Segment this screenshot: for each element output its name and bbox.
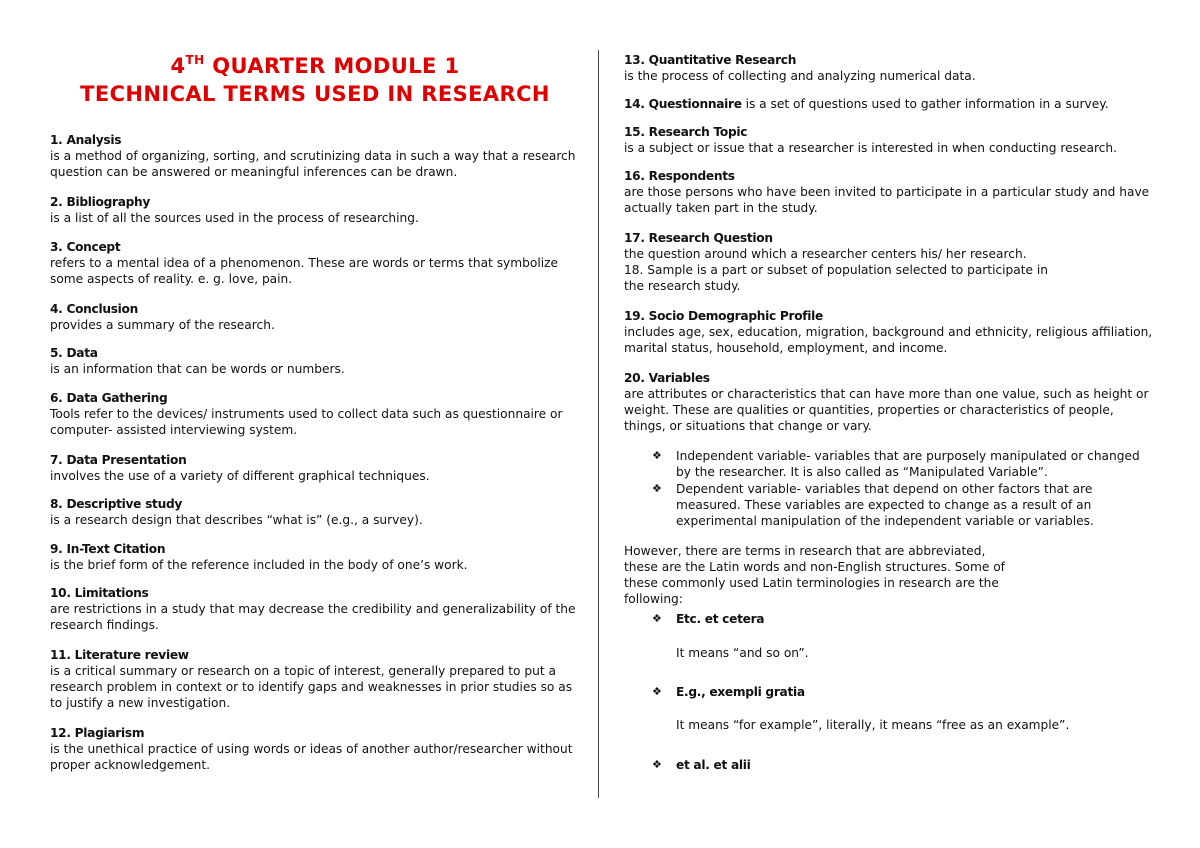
term-variables bbox=[624, 370, 1154, 434]
term-definition: refers to a mental idea of a phenomenon. These are words or terms that symbolize some aspects of reality. e. g. love, pain. bbox=[50, 256, 558, 286]
term-definition: is a method of organizing, sorting, and scrutinizing data in such a way that a research question can be answered or meaningful inferences can be drawn. bbox=[50, 149, 576, 179]
latin-term-title: et al. et alii bbox=[676, 758, 751, 772]
term-title: 5. Data bbox=[50, 346, 98, 360]
term-definition: is the unethical practice of using words or ideas of another author/researcher without proper acknowledgement. bbox=[50, 742, 573, 772]
term-title: 19. Socio Demographic Profile bbox=[624, 309, 823, 323]
term-plagiarism bbox=[50, 725, 580, 773]
latin-term-et-al bbox=[652, 757, 1166, 773]
term-sample-definition: 18. Sample is a part or subset of population selected to participate in the research study. bbox=[624, 263, 1049, 293]
term-definition: involves the use of a variety of different graphical techniques. bbox=[50, 469, 430, 483]
term-limitations bbox=[50, 585, 580, 633]
term-definition: the question around which a researcher centers his/ her research. bbox=[624, 247, 1027, 261]
term-definition: is a subject or issue that a researcher is interested in when conducting research. bbox=[624, 141, 1117, 155]
latin-intro: However, there are terms in research that are abbreviated, these are the Latin words and non-English structures. Some of these commonly used Latin terminologies in research are the following: bbox=[624, 544, 1005, 606]
term-bibliography bbox=[50, 194, 580, 226]
term-definition: is a research design that describes “what is” (e.g., a survey). bbox=[50, 513, 423, 527]
term-concept bbox=[50, 239, 580, 287]
term-definition: are those persons who have been invited to participate in a particular study and have actually taken part in the study. bbox=[624, 185, 1150, 215]
term-data-presentation bbox=[50, 452, 580, 484]
column-divider bbox=[598, 50, 599, 798]
term-title: 4. Conclusion bbox=[50, 302, 139, 316]
term-title: 10. Limitations bbox=[50, 586, 149, 600]
term-title: 14. Questionnaire bbox=[624, 97, 742, 111]
term-definition: is an information that can be words or numbers. bbox=[50, 362, 345, 376]
term-literature-review bbox=[50, 647, 580, 711]
term-title: 2. Bibliography bbox=[50, 195, 151, 209]
term-title: 9. In-Text Citation bbox=[50, 542, 166, 556]
term-title: 17. Research Question bbox=[624, 231, 773, 245]
latin-term-eg bbox=[652, 684, 1166, 700]
title-quarter-num: 4 bbox=[170, 54, 186, 78]
diamond-bullet-icon: ❖ bbox=[652, 612, 662, 625]
term-analysis bbox=[50, 132, 580, 180]
term-title: 3. Concept bbox=[50, 240, 121, 254]
latin-meaning-etc: It means “and so on”. bbox=[676, 646, 809, 660]
term-definition: is a critical summary or research on a topic of interest, generally prepared to put a research problem in context or to identify gaps and weaknesses in prior studies so as to justify a new investigation. bbox=[50, 664, 573, 710]
bullet-independent-variable bbox=[652, 448, 1156, 480]
title-superscript: TH bbox=[185, 53, 205, 67]
diamond-bullet-icon: ❖ bbox=[652, 685, 662, 698]
term-data bbox=[50, 345, 580, 377]
term-title: 1. Analysis bbox=[50, 133, 122, 147]
term-title: 11. Literature review bbox=[50, 648, 189, 662]
term-data-gathering bbox=[50, 390, 580, 438]
term-descriptive-study bbox=[50, 496, 580, 528]
term-definition: provides a summary of the research. bbox=[50, 318, 275, 332]
term-research-topic bbox=[624, 124, 1154, 156]
latin-meaning-eg: It means “for example”, literally, it means “free as an example”. bbox=[676, 718, 1070, 732]
latin-term-etc bbox=[652, 611, 1166, 627]
term-title: 20. Variables bbox=[624, 371, 710, 385]
term-respondents bbox=[624, 168, 1154, 216]
term-socio-demographic-profile bbox=[624, 308, 1154, 356]
term-title: 13. Quantitative Research bbox=[624, 53, 797, 67]
term-title: 6. Data Gathering bbox=[50, 391, 168, 405]
bullet-text: Independent variable- variables that are purposely manipulated or changed by the researcher. It is also called as “Manipulated Variable”. bbox=[676, 449, 1140, 479]
term-definition: are attributes or characteristics that can have more than one value, such as height or weight. These are qualities or quantities, properties or characteristics of people, things, or situations that change or vary. bbox=[624, 387, 1149, 433]
term-in-text-citation bbox=[50, 541, 580, 573]
term-title: 8. Descriptive study bbox=[50, 497, 183, 511]
term-definition: is a list of all the sources used in the process of researching. bbox=[50, 211, 419, 225]
latin-term-title: E.g., exempli gratia bbox=[676, 685, 805, 699]
page-subtitle: TECHNICAL TERMS USED IN RESEARCH bbox=[80, 82, 550, 106]
diamond-bullet-icon: ❖ bbox=[652, 758, 662, 771]
term-quantitative-research bbox=[624, 52, 1154, 84]
term-research-question bbox=[624, 230, 1154, 294]
diamond-bullet-icon: ❖ bbox=[652, 482, 662, 495]
latin-term-title: Etc. et cetera bbox=[676, 612, 765, 626]
term-title: 15. Research Topic bbox=[624, 125, 748, 139]
term-definition: includes age, sex, education, migration, background and ethnicity, religious affiliation, marital status, household, employment, and income. bbox=[624, 325, 1153, 355]
term-questionnaire bbox=[624, 96, 1154, 112]
term-definition: is the brief form of the reference included in the body of one’s work. bbox=[50, 558, 468, 572]
term-title: 16. Respondents bbox=[624, 169, 735, 183]
term-definition: is a set of questions used to gather information in a survey. bbox=[741, 97, 1109, 111]
term-conclusion bbox=[50, 301, 580, 333]
term-definition: is the process of collecting and analyzing numerical data. bbox=[624, 69, 976, 83]
term-title: 7. Data Presentation bbox=[50, 453, 187, 467]
title-module: QUARTER MODULE 1 bbox=[204, 54, 460, 78]
bullet-text: Dependent variable- variables that depend on other factors that are measured. These variables are expected to change as a result of an experimental manipulation of the independent variable or variables. bbox=[676, 482, 1094, 528]
term-definition: are restrictions in a study that may decrease the credibility and generalizability of the research findings. bbox=[50, 602, 576, 632]
term-title: 12. Plagiarism bbox=[50, 726, 145, 740]
diamond-bullet-icon: ❖ bbox=[652, 449, 662, 462]
bullet-dependent-variable bbox=[652, 481, 1116, 529]
page-title bbox=[50, 52, 580, 80]
term-definition: Tools refer to the devices/ instruments used to collect data such as questionnaire or computer- assisted interviewing system. bbox=[50, 407, 563, 437]
